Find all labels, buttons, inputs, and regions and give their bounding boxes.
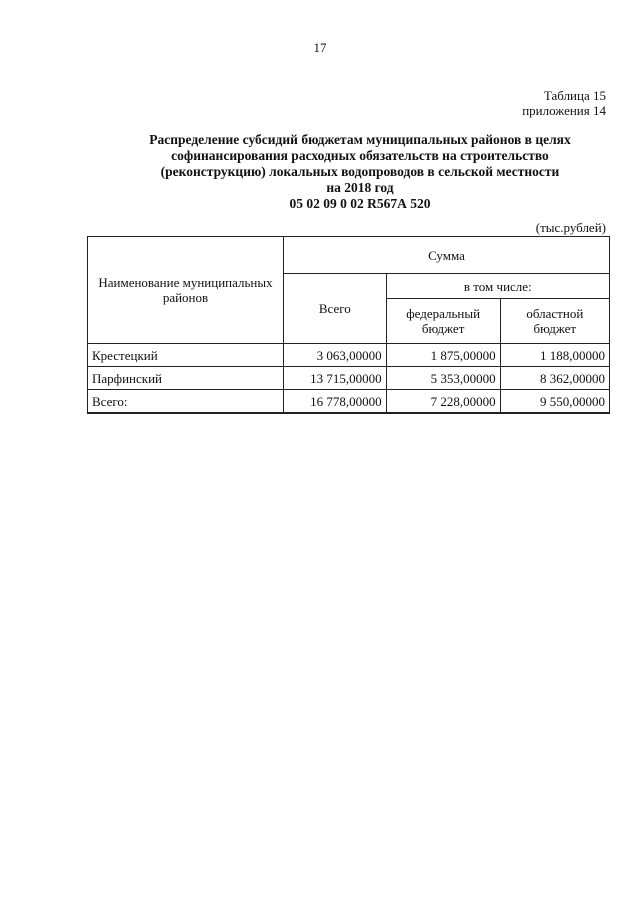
units-label: (тыс.рублей) — [535, 220, 606, 235]
title-line-3: (реконструкцию) локальных водопроводов в сельской местности — [160, 164, 560, 179]
cell-total: 3 063,00000 — [283, 344, 386, 367]
cell-name: Крестецкий — [88, 344, 284, 367]
cell-federal: 5 353,00000 — [386, 367, 500, 390]
header-regional: областной бюджет — [500, 299, 609, 344]
cell-total-label: Всего: — [88, 390, 284, 414]
header-summa: Сумма — [283, 237, 609, 274]
cell-total: 13 715,00000 — [283, 367, 386, 390]
table-reference-line-2: приложения 14 — [522, 103, 606, 118]
cell-federal: 1 875,00000 — [386, 344, 500, 367]
table-reference-line-1: Таблица 15 — [543, 88, 606, 103]
document-title — [40, 132, 640, 212]
cell-grand-federal: 7 228,00000 — [386, 390, 500, 414]
header-row-1 — [88, 237, 610, 274]
cell-name: Парфинский — [88, 367, 284, 390]
title-line-1: Распределение субсидий бюджетам муниципальных районов в целях — [149, 132, 571, 147]
table-reference — [522, 88, 606, 118]
cell-grand-total: 16 778,00000 — [283, 390, 386, 414]
title-line-5-code: 05 02 09 0 02 R567А 520 — [289, 196, 431, 211]
cell-regional: 1 188,00000 — [500, 344, 609, 367]
title-line-2: софинансирования расходных обязательств на строительство — [171, 148, 549, 163]
header-total: Всего — [283, 274, 386, 344]
page-number: 17 — [313, 40, 327, 55]
subsidy-table — [87, 236, 610, 414]
cell-regional: 8 362,00000 — [500, 367, 609, 390]
table-row — [88, 344, 610, 367]
header-including: в том числе: — [386, 274, 609, 299]
title-line-4: на 2018 год — [326, 180, 394, 195]
header-name: Наименование муниципальных районов — [88, 237, 284, 344]
table-row — [88, 367, 610, 390]
total-row — [88, 390, 610, 414]
cell-grand-regional: 9 550,00000 — [500, 390, 609, 414]
header-federal: федеральный бюджет — [386, 299, 500, 344]
